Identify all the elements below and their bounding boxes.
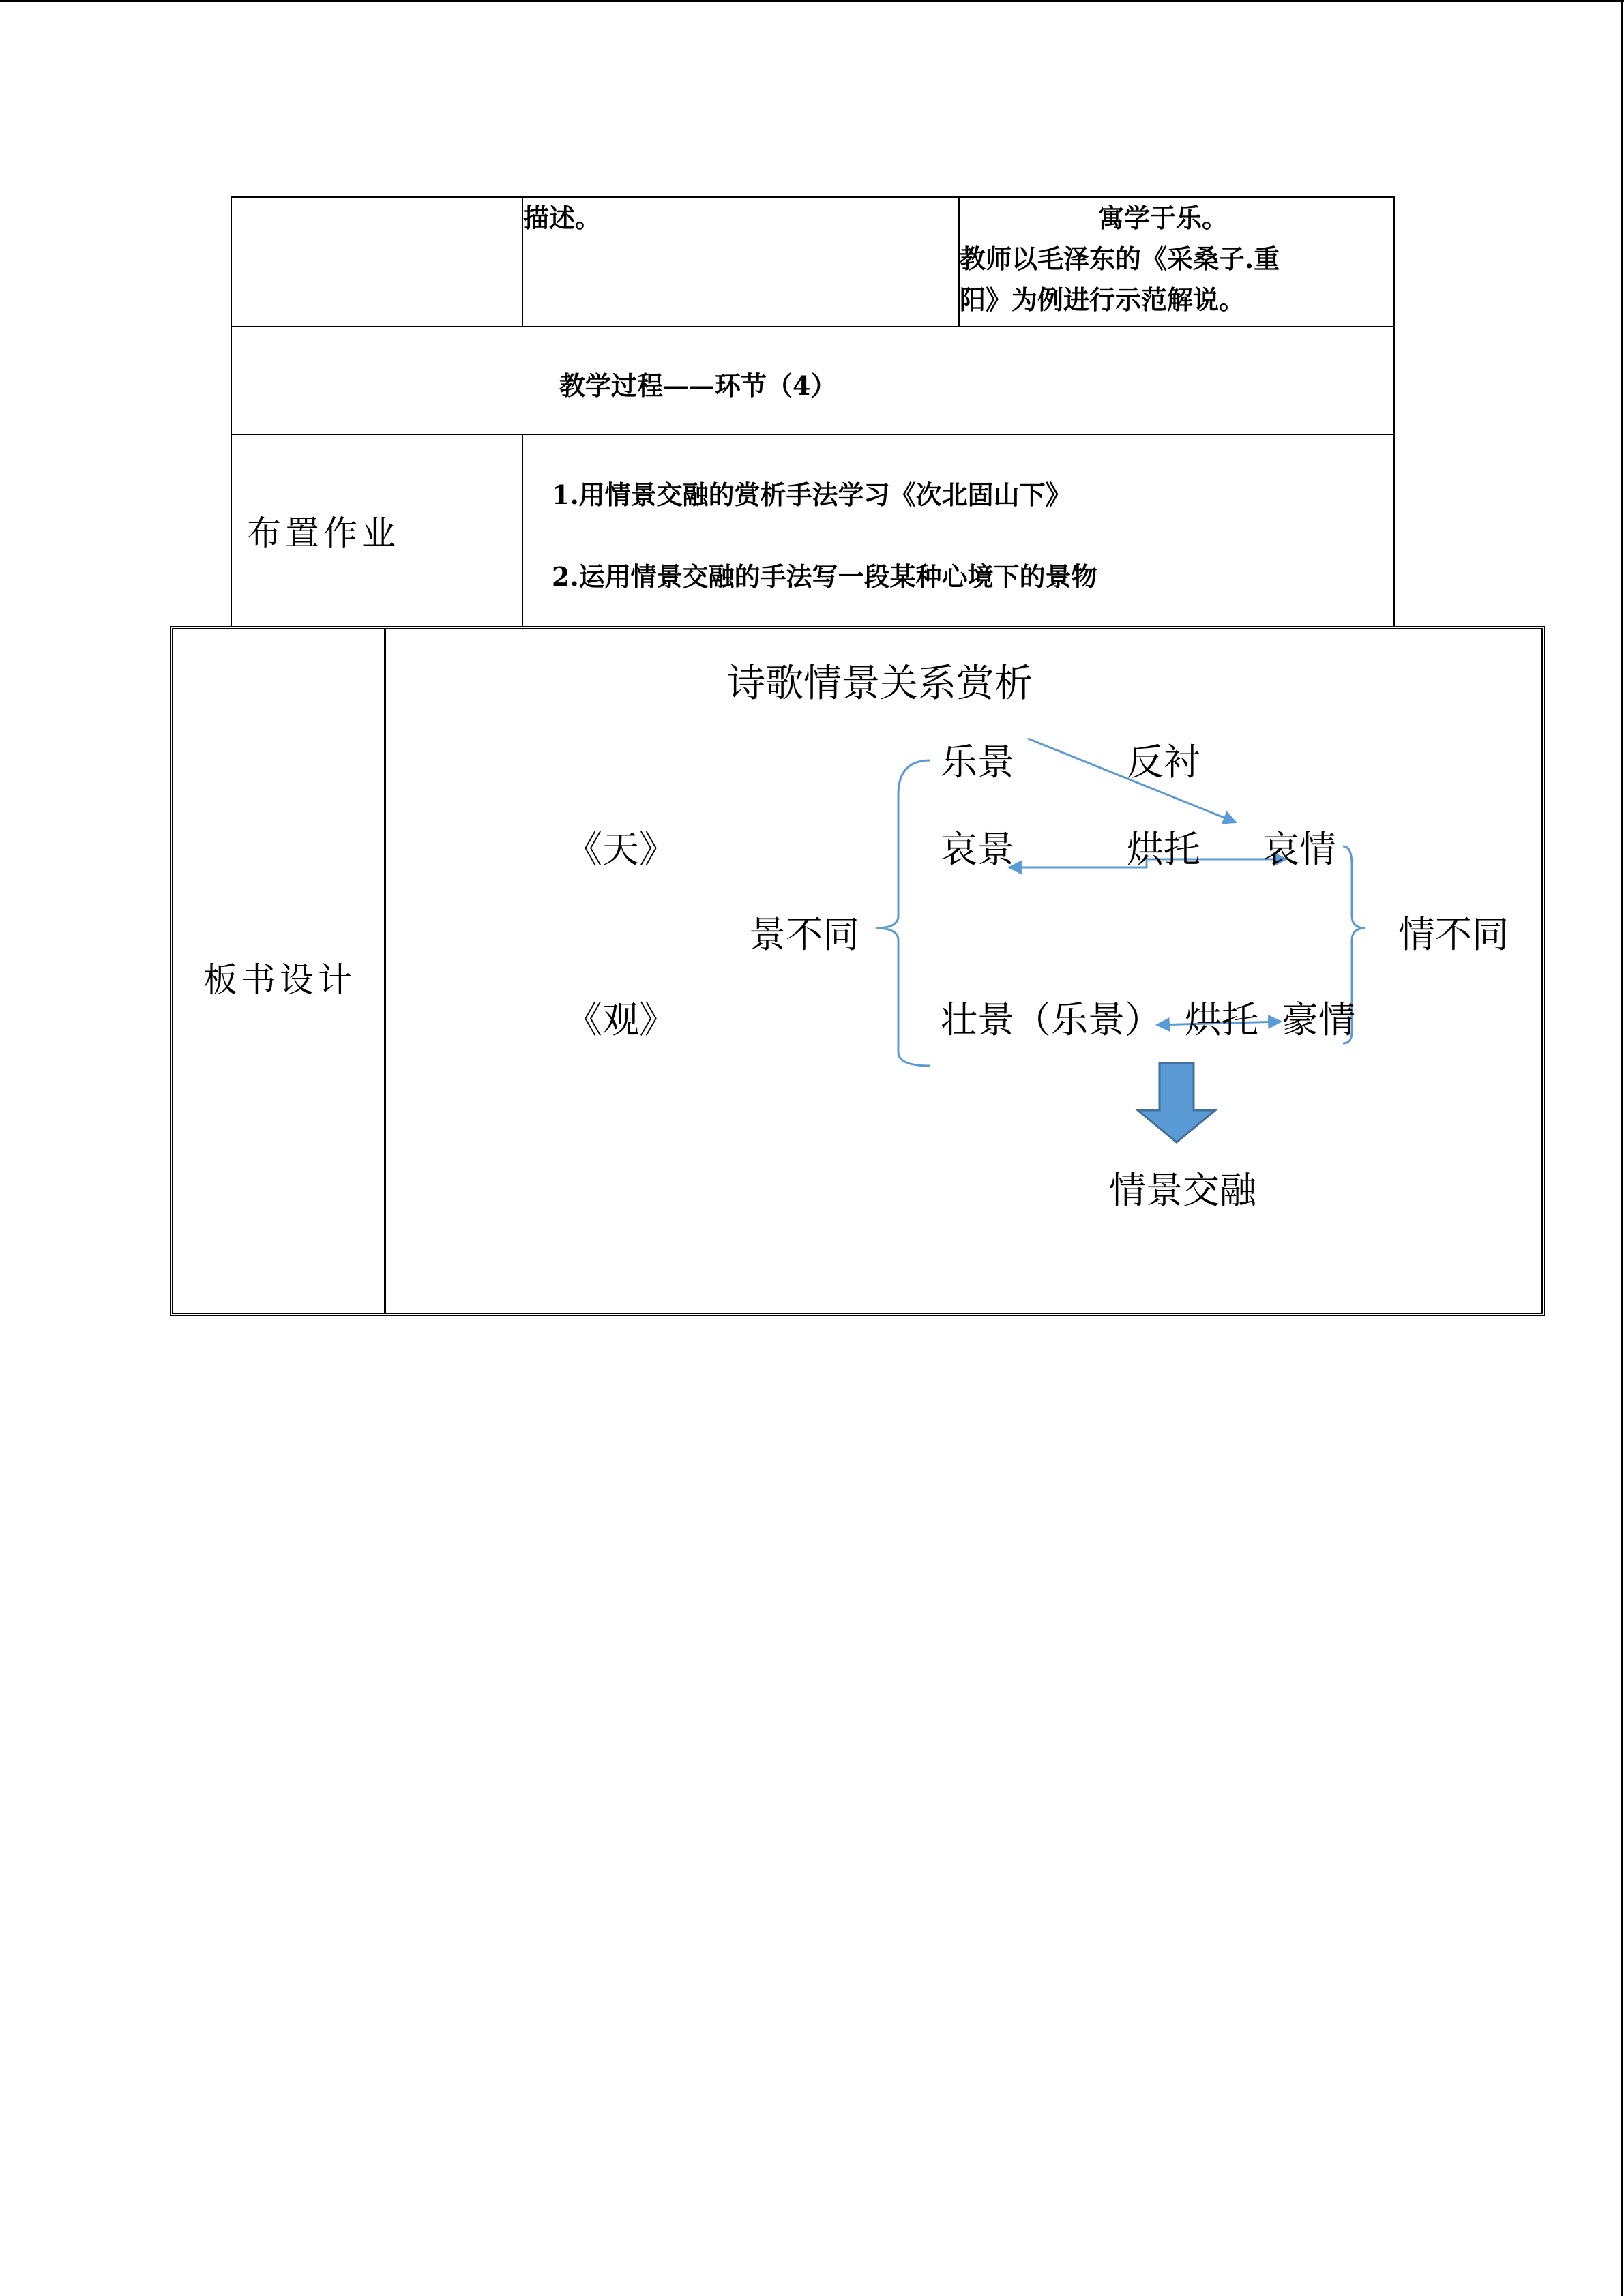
empty-cell [231,197,522,327]
homework-item-1: 1.用情景交融的赏析手法学习《次北固山下》 [552,479,1072,510]
method-line-2: 教师以毛泽东的《采桑子.重 [960,243,1280,274]
contrast-label: 反衬 [1127,741,1200,784]
board-design-box [170,626,1545,1316]
homework-label: 布置作业 [231,434,522,627]
grand-scene-label: 壮景（乐景） [941,998,1162,1041]
board-label: 板书设计 [203,960,356,1000]
poem-guan: 《观》 [565,998,676,1041]
content-cell [522,197,959,327]
foil-label-1: 烘托 [1127,828,1200,871]
board-title: 诗歌情景关系赏析 [727,661,1033,706]
sad-scene-label: 哀景 [941,828,1014,871]
method-line-3: 阳》为例进行示范解说。 [960,284,1245,315]
stage-title: 教学过程——环节（4） [559,370,837,401]
heroic-emotion-label: 豪情 [1282,998,1355,1041]
foil-label-2: 烘托 [1185,998,1258,1041]
homework-item-2: 2.运用情景交融的手法写一段某种心境下的景物 [552,561,1097,592]
stage-cell [231,327,1394,434]
down-arrow-icon [1138,1063,1215,1142]
page-border-right [1621,0,1623,2296]
poem-tian: 《天》 [565,828,676,871]
page-border-top [0,0,1624,2]
method-cell [959,197,1394,327]
table-row-description [231,197,1394,327]
happy-scene-label: 乐景 [941,741,1014,784]
conclusion-label: 情景交融 [1109,1169,1256,1212]
scene-brace [876,760,930,1066]
table-row-stage [231,327,1394,434]
emotion-diff-label: 情不同 [1398,913,1509,956]
method-line-1: 寓学于乐。 [1097,203,1228,233]
homework-cell [522,434,1394,627]
lesson-plan-table [231,196,1395,627]
content-text: 描述。 [523,203,602,233]
board-diagram-lines [173,629,1541,1313]
sad-emotion-label: 哀情 [1263,828,1336,871]
table-row-homework [231,434,1394,627]
scene-diff-label: 景不同 [749,913,859,956]
